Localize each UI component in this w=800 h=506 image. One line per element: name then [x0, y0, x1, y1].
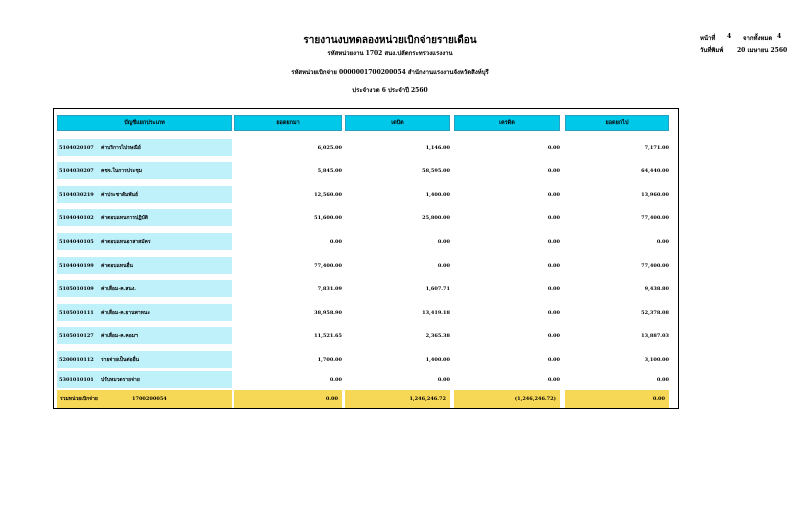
carried-forward-value: 7,171.00: [644, 144, 669, 151]
total-pages-value: 4: [777, 33, 782, 40]
debit-value: 0.00: [437, 238, 450, 245]
page-label: หน้าที่: [700, 35, 716, 42]
brought-forward-value: 51,600.00: [314, 214, 342, 221]
account-name: ค่าบริการไปรษณีย์: [101, 144, 141, 151]
account-name: ค่าเสื่อม-ค.คอมฯ: [101, 332, 138, 339]
account-code: 5104030219: [59, 191, 94, 198]
print-date-value: 20 เมษายน 2560: [737, 47, 788, 54]
table-row: [54, 280, 678, 297]
account-code: 5104020107: [59, 144, 94, 151]
column-header-carried-forward: ยอดยกไป: [565, 115, 669, 131]
total-brought-forward: 0.00: [234, 390, 342, 408]
brought-forward-value: 6,025.00: [317, 144, 342, 151]
column-header-brought-forward: ยอดยกมา: [234, 115, 342, 131]
debit-value: 1,146.00: [425, 144, 450, 151]
trial-balance-table: [53, 108, 679, 409]
table-row: [54, 162, 678, 179]
total-label: รวมหน่วยเบิกจ่าย: [60, 396, 98, 402]
debit-value: 1,607.71: [425, 285, 450, 292]
credit-value: 0.00: [547, 214, 560, 221]
column-header-debit: เดบิต: [345, 115, 450, 131]
carried-forward-value: 64,440.00: [641, 167, 669, 174]
credit-value: 0.00: [547, 309, 560, 316]
column-header-credit: เครดิต: [454, 115, 560, 131]
disbursement-unit-line: รหัสหน่วยเบิกจ่าย 0000001700200054 สำนักงานแรงงานจังหวัดสิงห์บุรี: [291, 69, 489, 76]
account-name: ค่าเสื่อม-ค.ยานพาหนะ: [101, 309, 151, 316]
carried-forward-value: 0.00: [656, 376, 669, 383]
credit-value: 0.00: [547, 356, 560, 363]
total-credit: (1,246,246.72): [454, 390, 560, 408]
table-row: [54, 139, 678, 156]
total-label-cell: [57, 390, 232, 408]
total-row: [54, 388, 678, 409]
carried-forward-value: 13,887.03: [641, 332, 669, 339]
carried-forward-value: 52,378.08: [641, 309, 669, 316]
account-code: 5200010112: [59, 356, 94, 363]
brought-forward-value: 38,958.90: [314, 309, 342, 316]
account-name: ค่าตอบแทนการปฏิบัติ: [101, 214, 148, 221]
debit-value: 0.00: [437, 262, 450, 269]
report-title: รายงานงบทดลองหน่วยเบิกจ่ายรายเดือน: [303, 35, 477, 46]
account-name: ปรับหมวดรายจ่าย: [101, 376, 140, 383]
period-line: ประจำงวด 6 ประจำปี 2560: [352, 87, 428, 94]
table-row: [54, 257, 678, 274]
brought-forward-value: 0.00: [329, 376, 342, 383]
account-code: 5105010127: [59, 332, 94, 339]
table-row: [54, 304, 678, 321]
account-code: 5105010109: [59, 285, 94, 292]
total-debit: 1,246,246.72: [345, 390, 450, 408]
carried-forward-value: 9,438.80: [644, 285, 669, 292]
credit-value: 0.00: [547, 238, 560, 245]
table-row: [54, 327, 678, 344]
debit-value: 2,365.38: [425, 332, 450, 339]
table-row: [54, 209, 678, 226]
credit-value: 0.00: [547, 144, 560, 151]
credit-value: 0.00: [547, 191, 560, 198]
brought-forward-value: 7,831.09: [317, 285, 342, 292]
brought-forward-value: 12,560.00: [314, 191, 342, 198]
account-code: 5104040105: [59, 238, 94, 245]
total-pages-label: จากทั้งหมด: [743, 35, 773, 42]
debit-value: 1,400.00: [425, 191, 450, 198]
credit-value: 0.00: [547, 376, 560, 383]
brought-forward-value: 77,400.00: [314, 262, 342, 269]
account-name: รายจ่ายเป็นต่ออื่น: [101, 356, 140, 363]
debit-value: 58,595.00: [422, 167, 450, 174]
table-row: [54, 233, 678, 250]
table-row: [54, 351, 678, 368]
account-name: คชจ.ในการประชุม: [101, 167, 143, 174]
account-name: ค่าเสื่อม-ค.สนง.: [101, 285, 137, 292]
brought-forward-value: 5,845.00: [317, 167, 342, 174]
carried-forward-value: 3,100.00: [644, 356, 669, 363]
page-value: 4: [727, 33, 732, 40]
brought-forward-value: 1,700.00: [317, 356, 342, 363]
account-name: ค่าตอบแทนอื่น: [101, 262, 133, 269]
credit-value: 0.00: [547, 262, 560, 269]
debit-value: 1,400.00: [425, 356, 450, 363]
table-row: [54, 371, 678, 388]
carried-forward-value: 77,400.00: [641, 262, 669, 269]
table-row: [54, 186, 678, 203]
debit-value: 25,800.00: [422, 214, 450, 221]
total-unit-code: 1700200054: [132, 396, 167, 402]
account-name: ค่าประชาสัมพันธ์: [101, 191, 139, 198]
carried-forward-value: 77,400.00: [641, 214, 669, 221]
account-code: 5104040102: [59, 214, 94, 221]
credit-value: 0.00: [547, 332, 560, 339]
brought-forward-value: 0.00: [329, 238, 342, 245]
account-code: 5104030207: [59, 167, 94, 174]
agency-line: รหัสหน่วยงาน 1702 สนง.ปลัดกระทรวงแรงงาน: [327, 50, 453, 57]
account-name: ค่าตอบแทนอาสาสมัคร: [101, 238, 151, 245]
credit-value: 0.00: [547, 285, 560, 292]
carried-forward-value: 0.00: [656, 238, 669, 245]
debit-value: 13,419.18: [422, 309, 450, 316]
account-code: 5104040199: [59, 262, 94, 269]
credit-value: 0.00: [547, 167, 560, 174]
total-carried-forward: 0.00: [565, 390, 669, 408]
carried-forward-value: 13,960.00: [641, 191, 669, 198]
column-header-account: บัญชีแยกประเภท: [57, 115, 232, 131]
print-date-label: วันที่พิมพ์: [700, 47, 724, 54]
account-code: 5105010111: [59, 309, 94, 316]
account-code: 5301010101: [59, 376, 94, 383]
brought-forward-value: 11,521.65: [314, 332, 342, 339]
debit-value: 0.00: [437, 376, 450, 383]
